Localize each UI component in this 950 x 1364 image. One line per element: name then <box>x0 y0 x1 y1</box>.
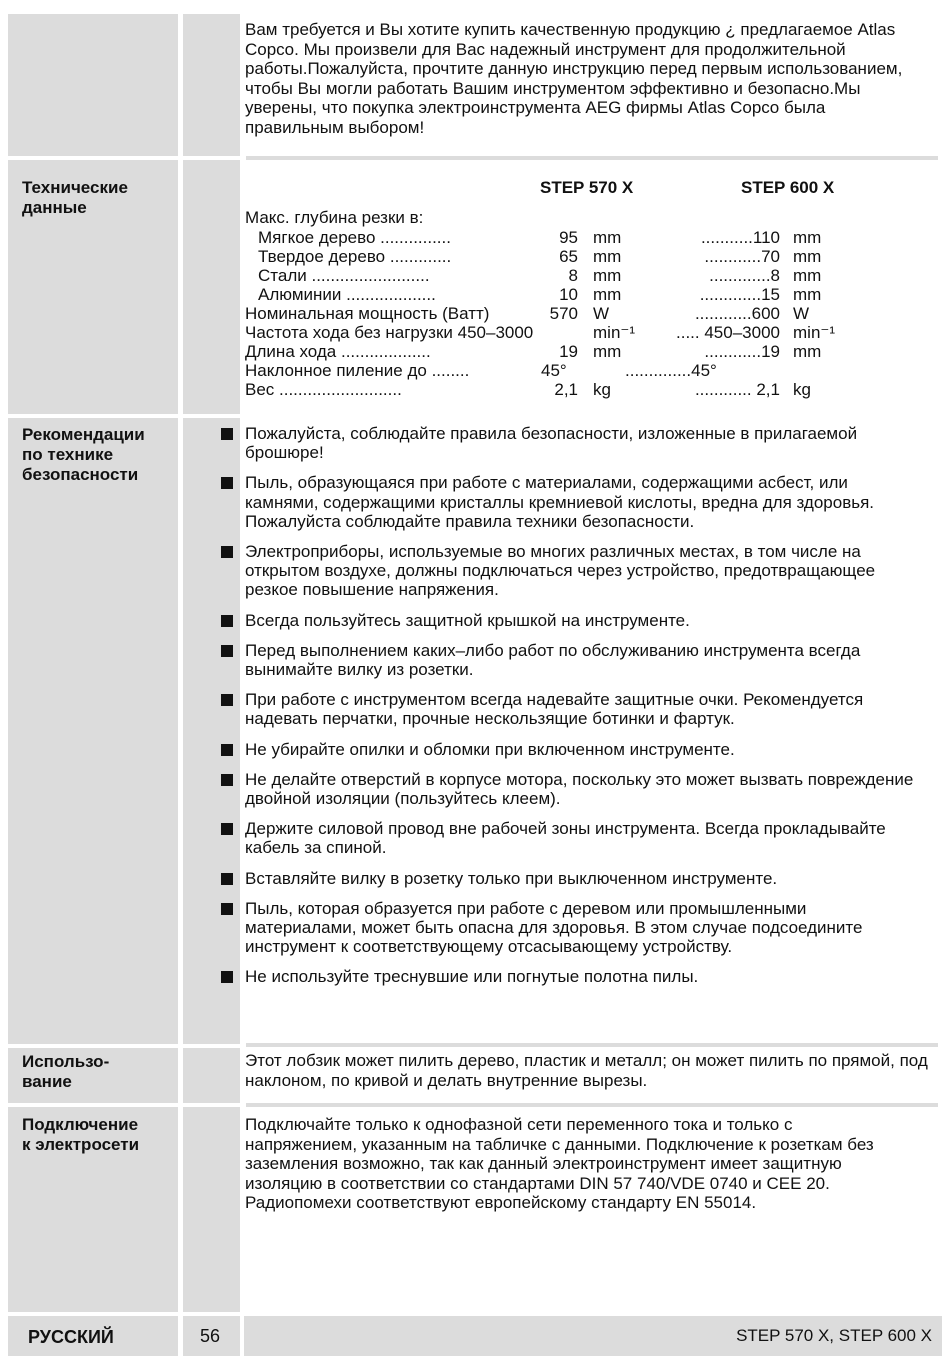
spec-value-2: ..............45° <box>625 361 717 380</box>
spec-value-1: 65 <box>559 247 578 266</box>
list-item <box>218 690 918 728</box>
bullet-icon <box>221 823 233 835</box>
section-heading-safety: Рекомендации по технике безопасности <box>22 425 145 484</box>
bullet-icon <box>221 546 233 558</box>
spec-row <box>245 266 945 285</box>
spec-unit-2: kg <box>793 380 811 399</box>
spec-label: Вес .......................... <box>245 380 402 399</box>
spec-row <box>245 247 945 266</box>
spec-label: Наклонное пиление до ........ <box>245 361 470 380</box>
spec-value-2: .............8 <box>709 266 780 285</box>
list-item <box>218 967 918 986</box>
bullet-icon <box>221 477 233 489</box>
section-rule <box>246 1103 938 1107</box>
list-item <box>218 740 918 759</box>
power-paragraph: Подключайте только к однофазной сети переменного тока и только с напряжением, указанным на табличке с данными. Подключение к розеткам без заземления возможно, так как данный электроинструмент имеет защитную изоляцию в соответствии со стандартами DIN 57 740/VDE 0740 и CEE 20. Радиопомехи соответствуют европейскому стандарту EN 55014. <box>245 1115 874 1212</box>
section-heading-tech: Технические данные <box>22 178 128 217</box>
spec-value-2: .............15 <box>699 285 780 304</box>
intro-paragraph: Вам требуется и Вы хотите купить качественную продукцию ¿ предлагаемое Atlas Copco. Мы произвели для Вас надежный инструмент для продолжительной работы.Пожалуйста, прочтите данную инструкцию перед первым использованием, чтобы Вы могли работать Вашим инструментом эффективно и безопасно.Мы уверены, что покупка электроинструмента AEG фирмы Atlas Copco была правильным выбором! <box>245 20 903 137</box>
page-number: 56 <box>200 1326 221 1346</box>
spec-unit-1: mm <box>593 285 622 304</box>
spec-unit-1: W <box>593 304 610 323</box>
margin-band-tech <box>183 160 240 414</box>
spec-value-2: ............600 <box>694 304 780 323</box>
spec-row <box>245 380 945 399</box>
list-item-text: Держите силовой провод вне рабочей зоны инструмента. Всегда прокладывайте кабель за спиной. <box>245 819 886 858</box>
spec-label: Стали ......................... <box>258 266 430 285</box>
spec-value-1: 19 <box>559 342 578 361</box>
spec-label: Твердое дерево ............. <box>258 247 452 266</box>
list-item-text: Пыль, образующаяся при работе с материалами, содержащими асбест, или камнями, содержащими кристаллы кремниевой кислоты, вредна для здоровья. Пожалуйста соблюдайте правила техники безопасности. <box>245 473 875 531</box>
sidebar-band-intro <box>8 14 178 156</box>
section-rule <box>246 1043 938 1047</box>
footer-language: РУССКИЙ <box>28 1327 114 1347</box>
bullet-icon <box>221 694 233 706</box>
list-item <box>218 899 918 957</box>
bullet-icon <box>221 774 233 786</box>
list-item <box>218 542 918 600</box>
usage-paragraph: Этот лобзик может пилить дерево, пластик и металл; он может пилить по прямой, под наклоном, по кривой и делать внутренние вырезы. <box>245 1051 928 1090</box>
safety-list <box>218 424 918 987</box>
list-item-text: Пожалуйста, соблюдайте правила безопасности, изложенные в прилагаемой брошюре! <box>245 424 858 463</box>
list-item <box>218 424 918 462</box>
list-item-text: Не делайте отверстий в корпусе мотора, поскольку это может вызвать повреждение двойной изоляции (пользуйтесь клеем). <box>245 769 914 809</box>
spec-value-1: 8 <box>568 266 578 285</box>
spec-value-1: 10 <box>559 285 578 304</box>
spec-label: Номинальная мощность (Ватт) <box>245 304 490 323</box>
spec-unit-1: mm <box>593 342 622 361</box>
spec-row <box>245 304 945 323</box>
margin-band-power <box>183 1107 240 1312</box>
list-item-text: Пыль, которая образуется при работе с деревом или промышленными материалами, может быть опасна для здоровья. В этом случае подсоедините инструмент к соответствующему отсасывающему устройству. <box>245 898 863 957</box>
spec-value-1: 2,1 <box>554 380 578 399</box>
list-item <box>218 869 918 888</box>
list-item <box>218 473 918 531</box>
spec-row <box>245 361 945 380</box>
spec-max-depth <box>245 208 945 227</box>
bullet-icon <box>221 428 233 440</box>
sidebar-band-safety <box>8 418 178 1044</box>
model-header-2: STEP 600 X <box>741 178 835 197</box>
list-item-text: Перед выполнением каких–либо работ по обслуживанию инструмента всегда вынимайте вилку из розетки. <box>245 640 861 680</box>
spec-unit-1: mm <box>593 247 622 266</box>
spec-unit-1: mm <box>593 228 622 247</box>
spec-value-2: ...........110 <box>700 228 780 247</box>
list-item <box>218 641 918 679</box>
spec-row <box>245 323 945 342</box>
footer-model-names: STEP 570 X, STEP 600 X <box>736 1326 932 1345</box>
bullet-icon <box>221 971 233 983</box>
spec-value-2: ............70 <box>704 247 780 266</box>
spec-unit-2: min⁻¹ <box>793 323 836 342</box>
bullet-icon <box>221 744 233 756</box>
spec-label: Мягкое дерево ............... <box>258 228 451 247</box>
spec-unit-2: mm <box>793 247 822 266</box>
spec-value-1: 570 <box>549 304 578 323</box>
spec-row <box>245 342 945 361</box>
spec-unit-2: mm <box>793 342 822 361</box>
spec-unit-1: kg <box>593 380 611 399</box>
list-item-text: Не используйте треснувшие или погнутые полотна пилы. <box>245 967 699 987</box>
list-item-text: При работе с инструментом всегда надевайте защитные очки. Рекомендуется надевать перчатки, прочные нескользящие ботинки и фартук. <box>245 690 864 729</box>
list-item <box>218 770 918 808</box>
list-item-text: Вставляйте вилку в розетку только при выключенном инструменте. <box>245 868 778 888</box>
list-item-text: Электроприборы, используемые во многих различных местах, в том числе на открытом воздухе, должны подключаться через устройство, предотвращающее резкое повышение напряжения. <box>245 542 876 600</box>
section-heading-power: Подключение к электросети <box>22 1115 140 1154</box>
spec-label: Длина хода ................... <box>245 342 431 361</box>
spec-label: Макс. глубина резки в: <box>245 208 424 227</box>
section-heading-usage: Использо- вание <box>22 1052 110 1091</box>
list-item-text: Не убирайте опилки и обломки при включенном инструменте. <box>245 739 735 759</box>
margin-band-usage <box>183 1048 240 1103</box>
bullet-icon <box>221 873 233 885</box>
spec-value-2: ..... 450–3000 <box>676 323 780 342</box>
list-item <box>218 819 918 857</box>
spec-unit-1: mm <box>593 266 622 285</box>
spec-row <box>245 228 945 247</box>
spec-label: Частота хода без нагрузки 450–3000 <box>245 323 534 342</box>
section-rule <box>246 156 938 160</box>
spec-unit-2: mm <box>793 228 822 247</box>
model-header-1: STEP 570 X <box>540 178 634 197</box>
spec-value-2: ............19 <box>704 342 780 361</box>
margin-band-intro <box>183 14 240 156</box>
spec-value-1: 95 <box>559 228 578 247</box>
spec-label: Алюминии ................... <box>258 285 436 304</box>
list-item <box>218 611 918 630</box>
spec-value-1: 45° <box>541 361 567 380</box>
spec-unit-1: min⁻¹ <box>593 323 636 342</box>
spec-unit-2: mm <box>793 285 822 304</box>
bullet-icon <box>221 645 233 657</box>
spec-unit-2: mm <box>793 266 822 285</box>
spec-value-2: ............ 2,1 <box>694 380 780 399</box>
spec-unit-2: W <box>793 304 810 323</box>
bullet-icon <box>221 903 233 915</box>
spec-row <box>245 285 945 304</box>
list-item-text: Всегда пользуйтесь защитной крышкой на инструменте. <box>245 610 690 630</box>
bullet-icon <box>221 615 233 627</box>
